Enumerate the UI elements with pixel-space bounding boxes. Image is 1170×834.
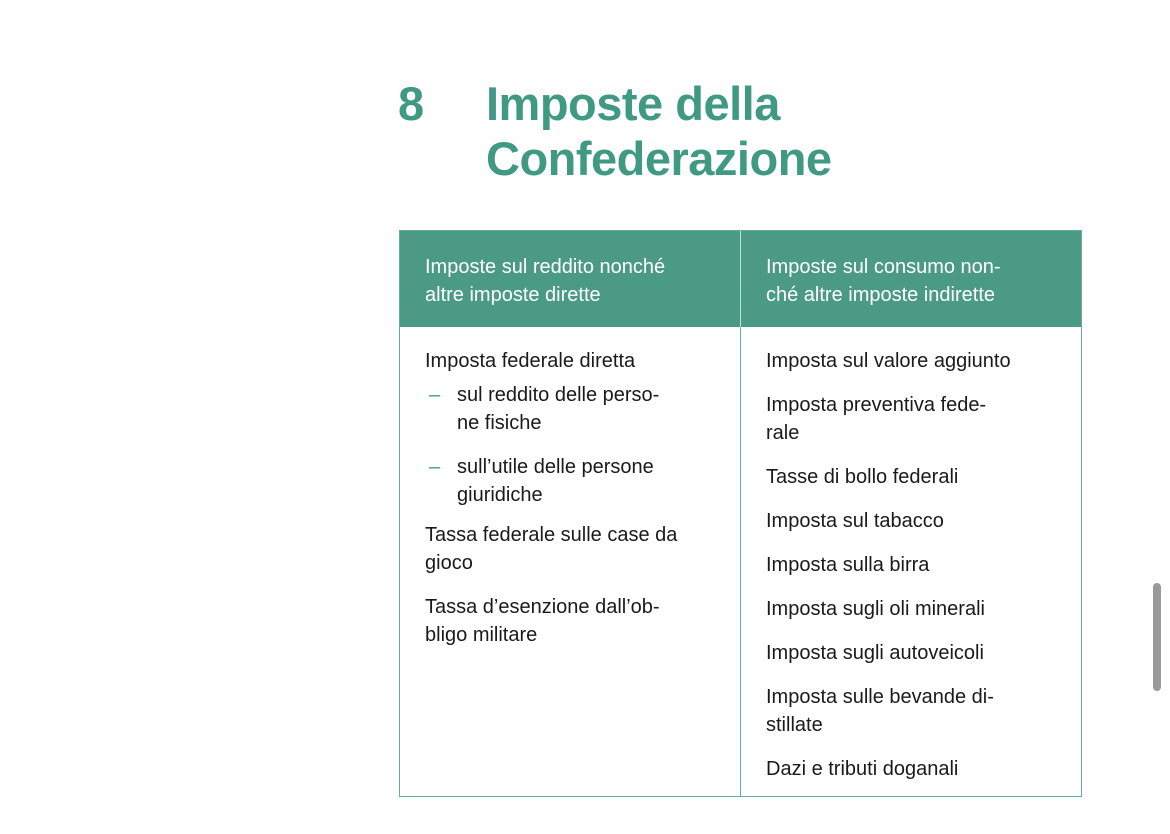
chapter-title-line: Imposte della [486,77,780,130]
item-text: sull’utile delle persone [457,456,654,478]
vertical-scrollbar[interactable] [1153,583,1161,691]
list-item [425,593,740,649]
item-text: gioco [425,552,473,574]
header-line: Imposte sul reddito nonché [425,256,666,278]
item-text: sul reddito delle perso- [457,384,660,406]
sub-list-item [425,453,740,509]
header-indirect-taxes [741,231,1082,327]
sub-list-item [425,381,740,437]
item-text: Imposta sulle bevande di- [766,686,994,708]
item-text: Imposta federale diretta [425,350,636,372]
list-item [766,683,1081,739]
list-item [766,391,1081,447]
item-text: Imposta preventiva fede- [766,394,987,416]
list-item [766,507,1081,535]
chapter-title [486,76,832,186]
item-text: Imposta sul tabacco [766,510,944,532]
item-text: Tasse di bollo federali [766,466,959,488]
list-item [766,755,1081,783]
dash-bullet: – [429,384,441,406]
item-text: Imposta sulla birra [766,554,930,576]
list-item [425,347,740,375]
item-text: bligo militare [425,624,538,646]
header-line: Imposte sul consumo non- [766,256,1001,278]
header-direct-taxes [400,231,741,327]
item-text: Imposta sul valore aggiunto [766,350,1011,372]
dash-bullet: – [429,456,441,478]
item-text: rale [766,422,800,444]
item-text: stillate [766,714,823,736]
item-text: Tassa federale sulle case da [425,524,678,546]
item-text: Dazi e tributi doganali [766,758,959,780]
list-item [766,639,1081,667]
list-item [425,521,740,577]
header-line: altre imposte dirette [425,284,601,306]
item-text: Tassa d’esenzione dall’ob- [425,596,660,618]
tax-table [399,230,1082,797]
list-item [766,551,1081,579]
header-line: ché altre imposte indirette [766,284,996,306]
item-text: Imposta sugli autoveicoli [766,642,984,664]
list-item [766,595,1081,623]
item-text: giuridiche [457,484,543,506]
list-item [766,463,1081,491]
item-text: Imposta sugli oli minerali [766,598,985,620]
direct-taxes-column [400,327,740,665]
header-column-divider [740,231,741,327]
chapter-number: 8 [398,77,424,130]
item-text: ne fisiche [457,412,542,434]
indirect-taxes-column [741,327,1081,799]
list-item [766,347,1081,375]
chapter-title-line: Confederazione [486,132,832,185]
